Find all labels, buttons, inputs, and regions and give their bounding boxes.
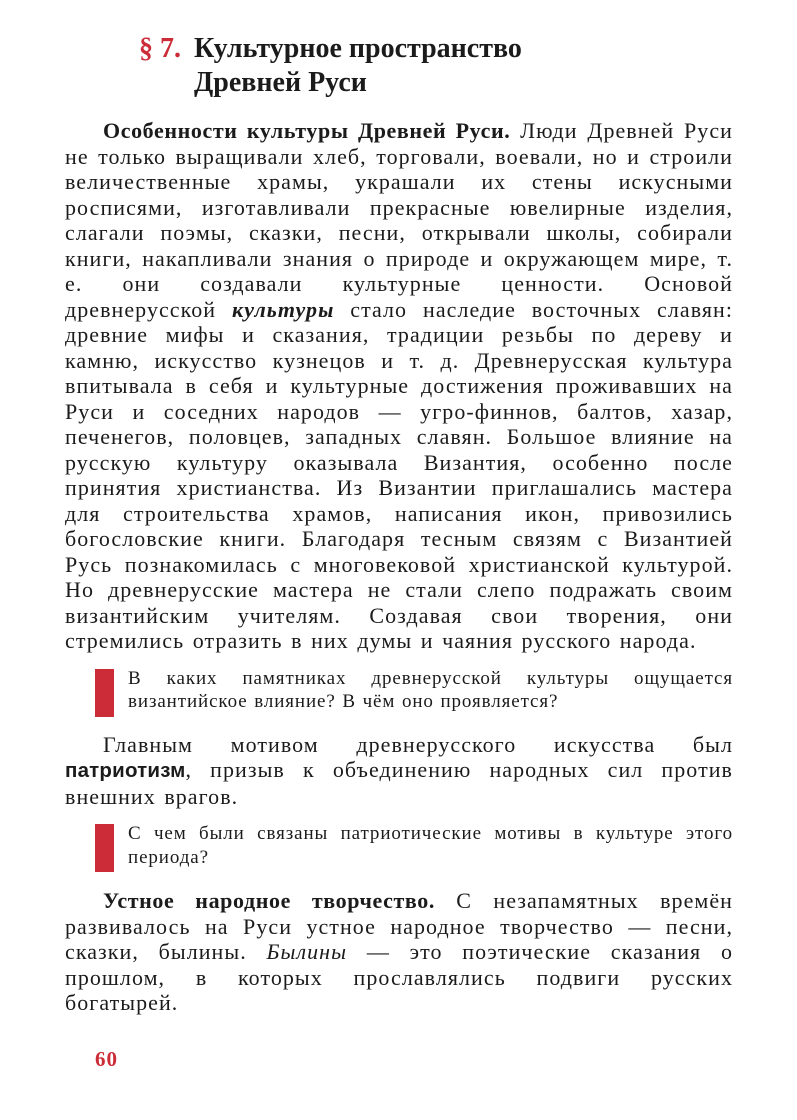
question-marker-bar — [95, 824, 114, 872]
paragraph-lead-bold: Особенности культуры Древней Руси. — [103, 118, 511, 143]
question-block-1 — [95, 667, 733, 719]
key-term-kultury: культуры — [232, 296, 335, 322]
question-text-2: С чем были связаны патриотические мотивы в культуре этого периода? — [128, 823, 733, 868]
paragraph-text: Главным мотивом древнерусского искусства был — [103, 731, 733, 757]
paragraph-text: , призыв к объединению народных сил против внешних врагов. — [65, 757, 733, 809]
paragraph-text: стало наследие восточных славян: древние мифы и сказания, традиции резьбы по дереву и камню, искусство кузнецов и т. д. Древнерусская культура впитывала в себя и культурные достижения проживавших на Руси и соседних народов — угро-финнов, балтов, хазар, печенегов, половцев, западных славян. Большое влияние на русскую культуру оказывала Византия, особенно после принятия христианства. Из Византии приглашались мастера для строительства храмов, написания икон, привозились богословские книги. Благодаря тесным связям с Византией Русь познакомилась с многовековой христианской культурой. Но древнерусские мастера не стали слепо подражать своим византийским учителям. Создавая свои творения, они стремились отразить в них думы и чаяния русского народа. — [65, 296, 733, 653]
paragraph-culture-features — [65, 118, 733, 654]
question-marker-bar — [95, 669, 114, 717]
heading-text — [194, 32, 522, 100]
paragraph-text: С незапамятных времён развивалось на Руси устное народное творчество — песни, сказки, былины. — [65, 888, 733, 964]
key-term-byliny: Былины — [266, 939, 348, 964]
heading-line-2: Древней Руси — [194, 67, 367, 98]
paragraph-text: — это поэтические сказания о прошлом, в которых прославлялись подвиги русских богатырей. — [65, 939, 733, 1015]
key-term-patriotizm: патриотизм — [65, 759, 186, 782]
heading-line-1: Культурное пространство — [194, 33, 522, 64]
paragraph-number-mark: § 7. — [139, 33, 181, 64]
section-heading — [139, 32, 733, 100]
paragraph-patriotism — [65, 732, 733, 810]
paragraph-folklore — [65, 888, 733, 1016]
question-text-1: В каких памятниках древнерусской культуры ощущается византийское влияние? В чём оно проявляется? — [128, 667, 733, 712]
paragraph-lead-bold: Устное народное творчество. — [103, 888, 435, 913]
paragraph-text: Люди Древней Руси не только выращивали хлеб, торговали, воевали, но и строили величественные храмы, украшали их стены искусными росписями, изготавливали прекрасные ювелирные изделия, слагали поэмы, сказки, песни, открывали школы, собирали книги, накапливали знания о природе и окружающем мире, т. е. они создавали культурные ценности. Основой древнерусской — [65, 118, 733, 322]
page-content — [65, 28, 733, 1016]
page-number: 60 — [95, 1047, 118, 1071]
question-block-2 — [95, 822, 733, 874]
